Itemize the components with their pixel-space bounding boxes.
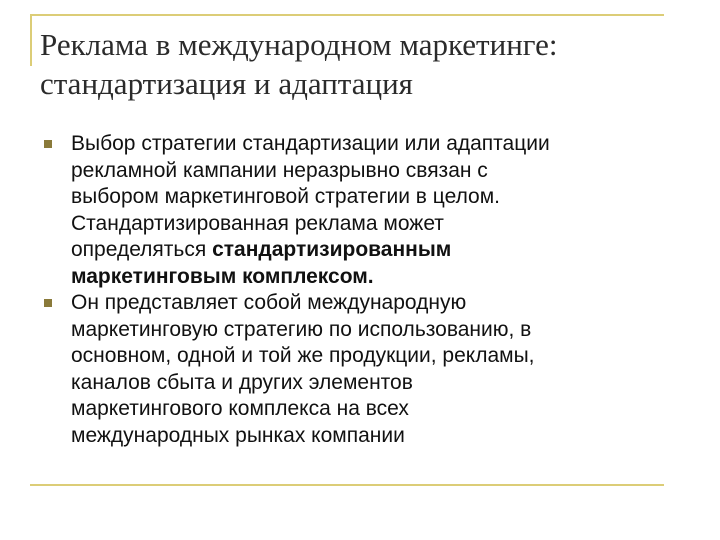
- footer-divider-line: [30, 484, 664, 486]
- bullet-1-line-5: [71, 237, 682, 264]
- square-bullet-icon: [44, 299, 52, 307]
- slide-title: [40, 25, 690, 103]
- bullet-1-line-5-text: определяться: [71, 238, 213, 261]
- bullet-1-line-4: Стандартизированная реклама может: [71, 211, 444, 235]
- bullet-1-emphasis-text-2: маркетинговым комплексом.: [71, 264, 374, 288]
- bullet-2-line-4: каналов сбыта и других элементов: [71, 370, 413, 394]
- bullet-2-line-5: маркетингового комплекса на всех: [71, 397, 409, 420]
- slide-title-line-2: стандартизация и адаптация: [40, 66, 413, 101]
- bullet-1-line-2: рекламной кампании неразрывно связан с: [71, 158, 488, 182]
- bullet-1-emphasis-text: стандартизированным: [212, 238, 452, 261]
- title-frame-top-line: [30, 14, 664, 16]
- bullet-item-2: [42, 290, 682, 449]
- slide-title-line-1: Реклама в международном маркетинге:: [40, 27, 558, 62]
- title-frame-left-line: [30, 14, 32, 66]
- bullet-2-line-2: маркетинговую стратегию по использованию, в: [71, 317, 532, 341]
- bullet-2-line-6: международных рынках компании: [71, 423, 405, 447]
- bullet-item-1: [42, 131, 682, 290]
- square-bullet-icon: [44, 140, 52, 148]
- bullet-2-line-3: основном, одной и той же продукции, рекламы,: [71, 344, 535, 367]
- bullet-2-line-1: Он представляет собой международную: [71, 291, 467, 314]
- bullet-1-line-3: выбором маркетинговой стратегии в целом.: [71, 185, 501, 208]
- slide-body: [42, 131, 682, 449]
- bullet-1-line-1: Выбор стратегии стандартизации или адаптации: [71, 132, 550, 155]
